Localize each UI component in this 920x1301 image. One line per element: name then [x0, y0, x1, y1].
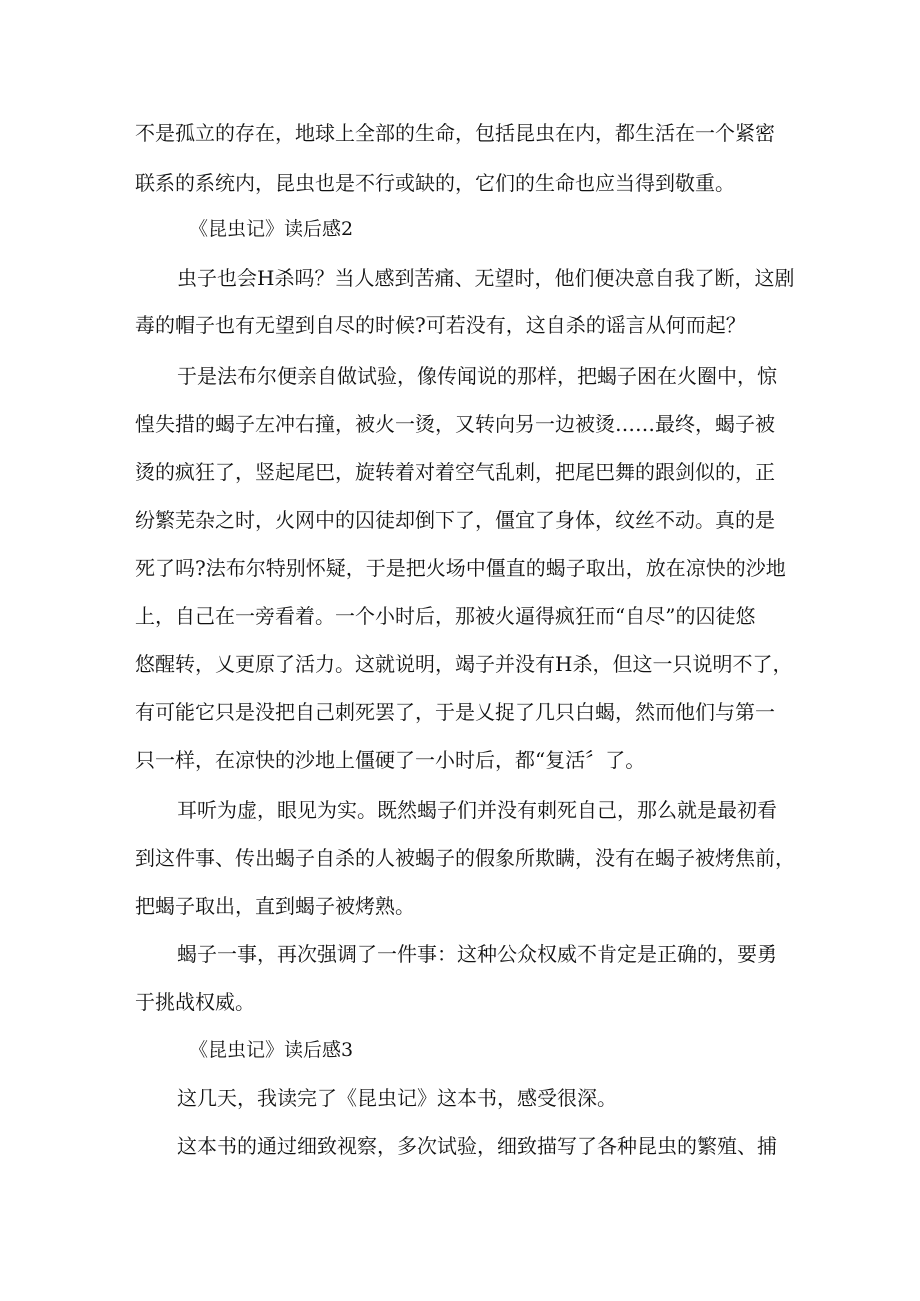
text-line: 上，自己在一旁看着。一个小时后，那被火逼得疯狂而“自尽”的囚徒悠: [135, 604, 756, 628]
text-line: 只一样，在凉快的沙地上僵硬了一小时后，都“复活〞了。: [135, 748, 646, 772]
text-line: 死了吗?法布尔特别怀疑，于是把火场中僵直的蝎子取出，放在凉快的沙地: [135, 556, 786, 580]
text-line: 悠醒转，乂更原了活力。这就说明，竭子并没有H杀，但这一只说明不了，: [135, 652, 793, 676]
text-line: 纷繁芜杂之时，火网中的囚徒却倒下了，僵宜了身体，纹丝不动。真的是: [135, 508, 775, 532]
text-line: 虫子也会H杀吗？当人感到苦痛、无望时，他们便决意自我了断，这剧: [177, 266, 795, 290]
text-line: 把蝎子取出，直到蝎子被烤熟。: [135, 894, 415, 918]
text-line: 耳听为虚，眼见为实。既然蝎子们并没有刺死自己，那么就是最初看: [177, 798, 777, 822]
text-line: 惶失措的蝎子左冲右撞，被火一烫，又转向另一边被烫……最终，蝎子被: [135, 412, 775, 436]
text-line: 这本书的通过细致视察，多次试验，细致描写了各种昆虫的繁殖、捕: [177, 1134, 777, 1158]
text-line: 不是孤立的存在，地球上全部的生命，包括昆虫在内，都生活在一个紧密: [135, 121, 775, 145]
section-heading: 《昆虫记》读后感3: [189, 1039, 354, 1061]
section-heading: 《昆虫记》读后感2: [189, 218, 354, 240]
text-line: 烫的疯狂了，竖起尾巴，旋转着对着空气乱刺，把尾巴舞的跟剑似的，正: [135, 460, 775, 484]
text-line: 蝎子一事，再次强调了一件事：这种公众权威不肯定是正确的，要勇: [177, 942, 777, 966]
text-line: 联系的系统内，昆虫也是不行或缺的，它们的生命也应当得到敬重。: [135, 171, 735, 195]
text-line: 毒的帽子也有无望到自尽的时候?可若没有，这自杀的谣言从何而起？: [135, 313, 746, 337]
text-line: 有可能它只是没把自己刺死罢了，于是乂捉了几只白蝎，然而他们与第一: [135, 700, 775, 724]
text-line: 这几天，我读完了《昆虫记》这本书，感受很深。: [177, 1086, 617, 1110]
text-line: 于挑战权威。: [135, 990, 255, 1014]
text-line: 于是法布尔便亲自做试验，像传闻说的那样，把蝎子困在火圈中，惊: [177, 364, 777, 388]
text-line: 到这件事、传出蝎子自杀的人被蝎子的假象所欺瞒，没有在蝎子被烤焦前，: [135, 846, 795, 870]
